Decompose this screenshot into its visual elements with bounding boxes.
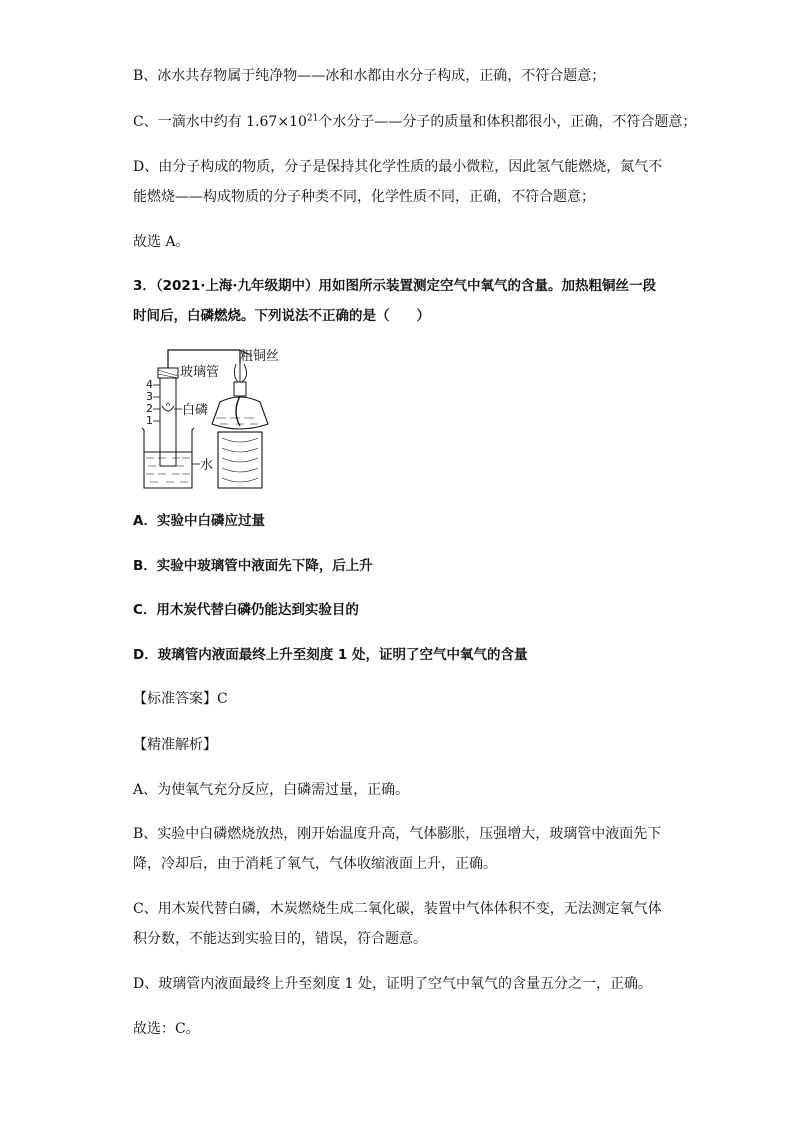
answer-label: 【标准答案】C — [133, 691, 228, 707]
answer-conclusion: 故选：C。 — [133, 1021, 200, 1037]
lamp-wick-holder — [234, 382, 246, 396]
water-hatching — [146, 458, 190, 482]
copper-wire — [234, 364, 246, 382]
prev-option-c-pre: C、一滴水中约有 1.67×10 — [133, 114, 307, 130]
wooden-block — [218, 432, 262, 488]
apparatus-figure — [140, 342, 300, 492]
prev-option-c — [133, 112, 696, 132]
scale-2: 2 — [146, 402, 153, 415]
analysis-c-line2: 积分数，不能达到实验目的，错误，符合题意。 — [133, 931, 427, 947]
scale-3: 3 — [146, 390, 153, 403]
analysis-c-line1: C、用木炭代替白磷，木炭燃烧生成二氧化碳，装置中气体体积不变，无法测定氧气体 — [133, 901, 662, 917]
question-stem-line1: 3．（2021·上海·九年级期中）用如图所示装置测定空气中氧气的含量。加热粗铜丝一段 — [133, 278, 656, 294]
option-a: A．实验中白磷应过量 — [133, 513, 265, 529]
analysis-label: 【精准解析】 — [133, 737, 217, 753]
scale-1: 1 — [146, 414, 153, 427]
option-c: C．用木炭代替白磷仍能达到实验目的 — [133, 602, 359, 618]
label-glass-tube: 玻璃管 — [180, 365, 220, 380]
prev-option-c-exponent: 21 — [306, 113, 319, 124]
glass-tube — [160, 378, 176, 466]
question-stem-line2: 时间后，白磷燃烧。下列说法不正确的是（ ） — [133, 308, 430, 324]
label-water: 水 — [200, 458, 214, 473]
analysis-d: D、玻璃管内液面最终上升至刻度 1 处，证明了空气中氧气的含量五分之一，正确。 — [133, 976, 653, 992]
prev-option-d-line2: 能燃烧——构成物质的分子种类不同，化学性质不同，正确，不符合题意； — [133, 189, 595, 205]
analysis-b-line1: B、实验中白磷燃烧放热，刚开始温度升高，气体膨胀，压强增大，玻璃管中液面先下 — [133, 826, 662, 842]
prev-option-d-line1: D、由分子构成的物质，分子是保持其化学性质的最小微粒，因此氢气能燃烧，氮气不 — [133, 159, 663, 175]
option-b: B．实验中玻璃管中液面先下降，后上升 — [133, 558, 373, 574]
analysis-b-line2: 降，冷却后，由于消耗了氧气，气体收缩液面上升，正确。 — [133, 856, 497, 872]
prev-option-c-post: 个水分子——分子的质量和体积都很小，正确，不符合题意； — [318, 114, 697, 130]
label-white-phosphorus: 白磷 — [182, 403, 209, 418]
prev-conclusion: 故选 A。 — [133, 234, 190, 250]
label-copper-wire: 粗铜丝 — [240, 349, 280, 364]
scale-4: 4 — [146, 378, 153, 391]
prev-option-b: B、冰水共存物属于纯净物——冰和水都由水分子构成，正确，不符合题意； — [133, 68, 606, 84]
phosphorus-dish — [162, 406, 174, 411]
option-d: D．玻璃管内液面最终上升至刻度 1 处，证明了空气中氧气的含量 — [133, 647, 528, 663]
analysis-a: A、为使氧气充分反应，白磷需过量，正确。 — [133, 782, 410, 798]
